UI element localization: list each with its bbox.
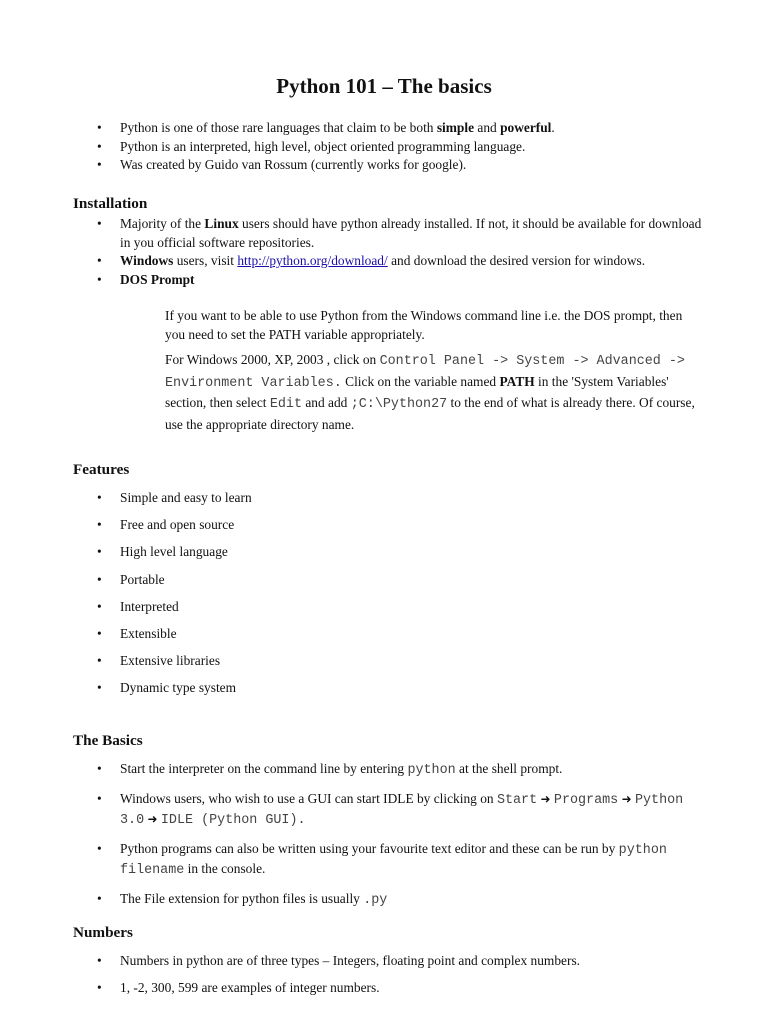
list-item: • Dynamic type system (120, 679, 710, 698)
list-item: • Start the interpreter on the command line by entering python at the shell prompt. (120, 760, 710, 781)
list-item: • Simple and easy to learn (120, 489, 710, 508)
installation-heading: Installation (73, 195, 148, 212)
list-item: • Was created by Guido van Rossum (currently works for google). (120, 156, 710, 175)
list-item: • The File extension for python files is usually .py (120, 890, 710, 911)
list-item: • Windows users, visit http://python.org/download/ and download the desired version for windows. (120, 252, 710, 271)
list-item: • Extensive libraries (120, 652, 710, 671)
list-item: • Majority of the Linux users should have python already installed. If not, it should be available for download in you official software repositories. (120, 215, 710, 252)
numbers-list (120, 952, 710, 998)
dos-prompt-paragraph-1: If you want to be able to use Python from the Windows command line i.e. the DOS prompt, then you need to set the PATH variable appropriately. (165, 308, 683, 342)
list-item: • Windows users, who wish to use a GUI can start IDLE by clicking on Start ➜ Programs ➜ Python 3.0 ➜ IDLE (Python GUI). (120, 790, 710, 831)
page-title: Python 101 – The basics (276, 74, 492, 98)
basics-heading: The Basics (73, 732, 143, 749)
arrow-right-icon: ➜ (621, 791, 632, 806)
list-item: • Python is an interpreted, high level, object oriented programming language. (120, 138, 710, 157)
arrow-right-icon: ➜ (147, 812, 158, 826)
list-item: • Free and open source (120, 516, 710, 535)
list-item: • 1, -2, 300, 599 are examples of integer numbers. (120, 979, 710, 998)
features-heading: Features (73, 461, 130, 478)
list-item: • DOS Prompt (120, 271, 710, 290)
list-item: • Numbers in python are of three types – Integers, floating point and complex numbers. (120, 952, 710, 971)
basics-list (120, 760, 710, 910)
list-item: • Interpreted (120, 598, 710, 617)
list-item: • Python is one of those rare languages that claim to be both simple and powerful. (120, 119, 710, 138)
list-item: • Portable (120, 571, 710, 590)
intro-list (120, 119, 710, 175)
list-item: • Extensible (120, 625, 710, 644)
features-list (120, 489, 710, 698)
python-download-link[interactable]: http://python.org/download/ (237, 253, 388, 268)
dos-prompt-paragraph-2: For Windows 2000, XP, 2003 , click on Control Panel -> System -> Advanced -> Environment Variables. Click on the variable named PATH in the 'System Variables' section, then select Edit and add ;C:\Python27 to the end of what is already there. Of course, use the appropriate directory name. (165, 352, 695, 432)
installation-list (120, 215, 710, 289)
list-item: • High level language (120, 543, 710, 562)
list-item: • Python programs can also be written using your favourite text editor and these can be run by python filename in the console. (120, 840, 710, 881)
arrow-right-icon: ➜ (540, 791, 551, 806)
numbers-heading: Numbers (73, 924, 133, 941)
